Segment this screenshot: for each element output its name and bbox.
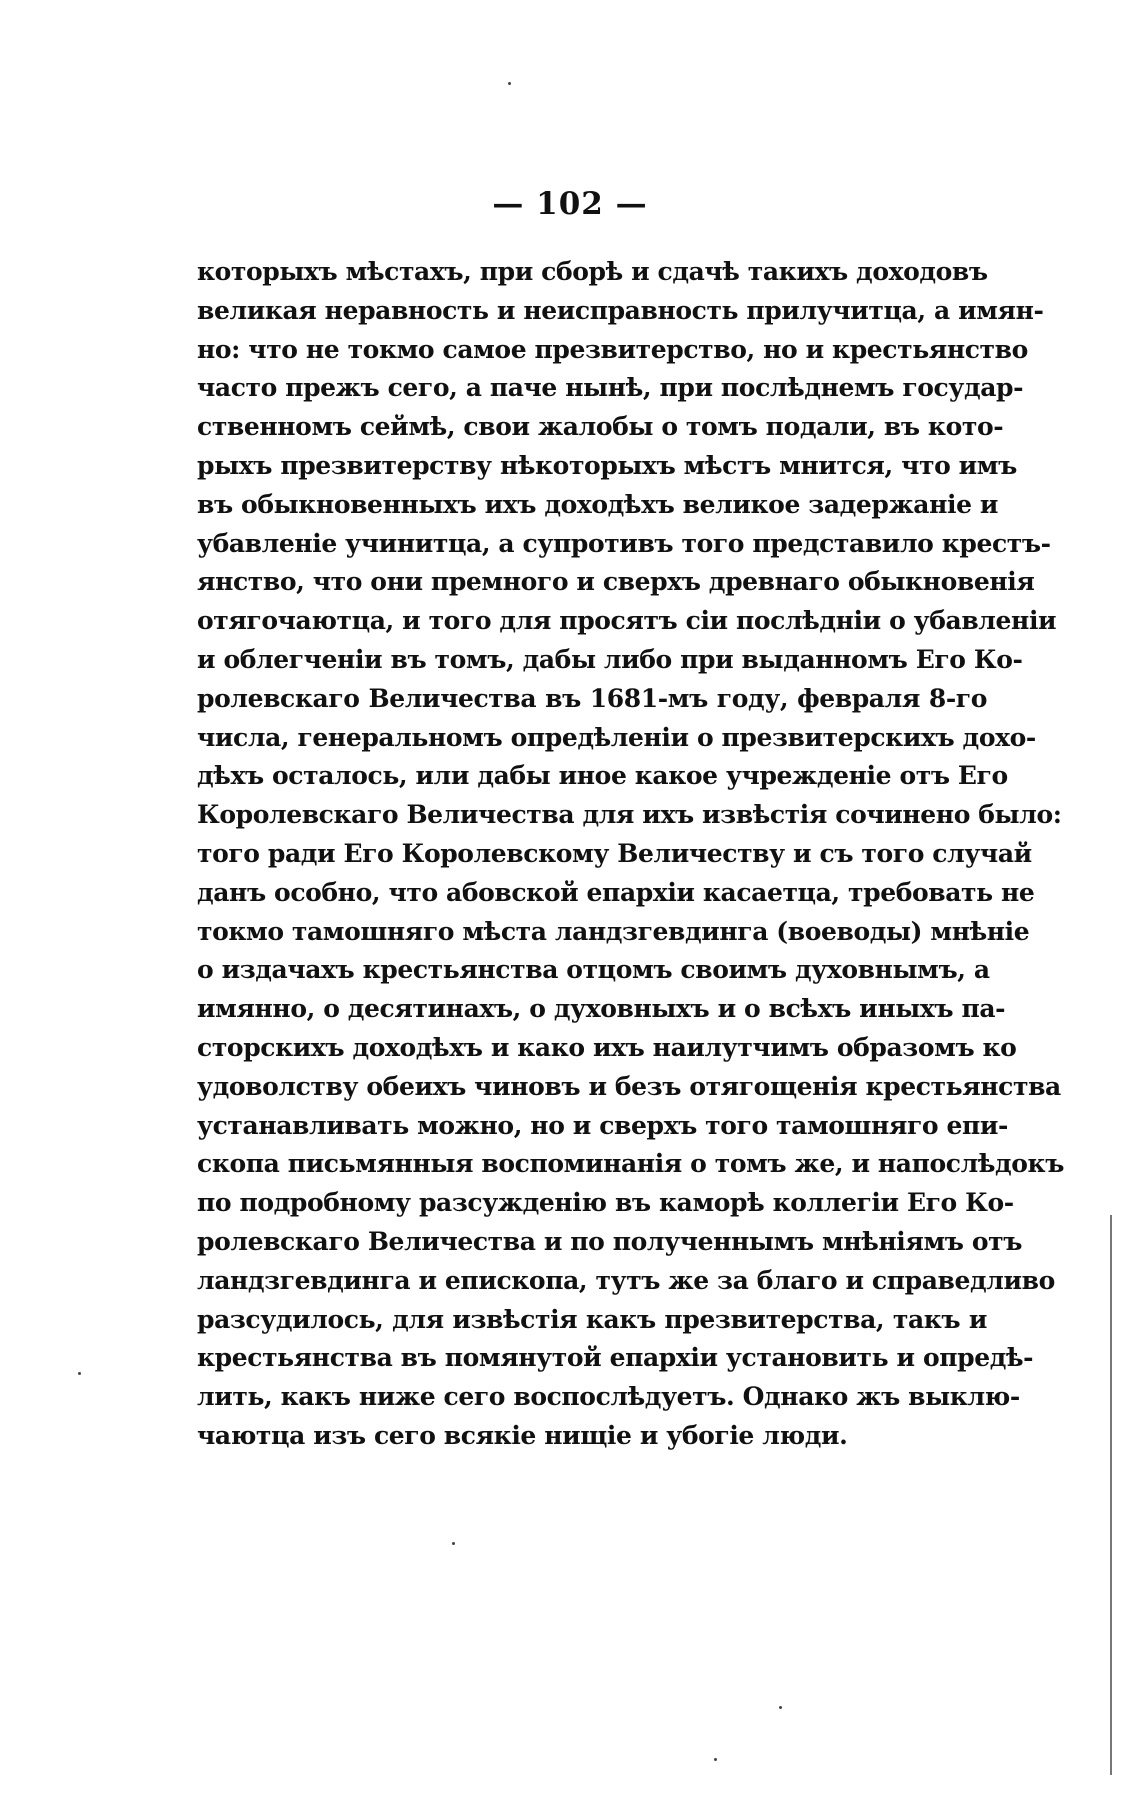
- text-line: чаютца изъ сего всякіе нищіе и убогіе люди.: [197, 1420, 848, 1450]
- text-line: устанавливать можно, но и сверхъ того тамошняго епи-: [197, 1110, 1008, 1140]
- scan-speck: [779, 1706, 782, 1709]
- text-line: крестьянства въ помянутой епархіи установить и опредѣ-: [197, 1343, 1034, 1373]
- text-line: ственномъ сеймѣ, свои жалобы о томъ подали, въ кото-: [197, 412, 1004, 442]
- scan-speck: [714, 1758, 717, 1761]
- scan-edge-line: [1110, 1215, 1112, 1775]
- text-line: дѣхъ осталось, или дабы иное какое учрежденіе отъ Его: [197, 761, 1008, 791]
- text-line: убавленіе учинитца, а супротивъ того представило крестъ-: [197, 528, 1051, 558]
- text-line: великая неравность и неисправность прилучитца, а имян-: [197, 295, 1044, 325]
- text-line: о издачахъ крестьянства отцомъ своимъ духовнымъ, а: [197, 955, 990, 985]
- text-line: лить, какъ ниже сего воспослѣдуетъ. Однако жъ выклю-: [197, 1382, 1020, 1412]
- text-line: часто прежъ сего, а паче нынѣ, при послѣднемъ государ-: [197, 373, 1024, 403]
- text-line: ролевскаго Величества въ 1681-мъ году, февраля 8-го: [197, 683, 987, 713]
- text-line: рыхъ презвитерству нѣкоторыхъ мѣстъ мнится, что имъ: [197, 450, 1017, 480]
- text-line: удоволству обеихъ чиновъ и безъ отягощенія крестьянства: [197, 1071, 1061, 1101]
- text-line: имянно, о десятинахъ, о духовныхъ и о всѣхъ иныхъ па-: [197, 994, 1006, 1024]
- text-line: числа, генеральномъ опредѣленіи о презвитерскихъ дохо-: [197, 722, 1036, 752]
- scan-speck: [78, 1372, 81, 1375]
- text-line: разсудилось, для извѣстія какъ презвитерства, такъ и: [197, 1304, 987, 1334]
- text-line: ландзгевдинга и епископа, тутъ же за благо и справедливо: [197, 1265, 1055, 1295]
- text-line: ролевскаго Величества и по полученнымъ мнѣніямъ отъ: [197, 1226, 1023, 1256]
- text-line: отягочаютца, и того для просятъ сіи послѣдніи о убавленіи: [197, 606, 1057, 636]
- scan-speck: [508, 82, 511, 85]
- text-line: янство, что они премного и сверхъ древнаго обыкновенія: [197, 567, 1035, 597]
- page-number: — 102 —: [492, 186, 648, 222]
- body-text: [197, 253, 1064, 1456]
- text-line: по подробному разсужденію въ каморѣ коллегіи Его Ко-: [197, 1188, 1014, 1218]
- text-line: скопа письмянныя воспоминанія о томъ же, и напослѣдокъ: [197, 1149, 1064, 1179]
- text-line: того ради Его Королевскому Величеству и съ того случай: [197, 838, 1032, 868]
- text-line: данъ особно, что абовской епархіи касаетца, требовать не: [197, 877, 1035, 907]
- text-line: которыхъ мѣстахъ, при сборѣ и сдачѣ такихъ доходовъ: [197, 257, 988, 286]
- scan-speck: [452, 1542, 455, 1545]
- text-line: токмо тамошняго мѣста ландзгевдинга (воеводы) мнѣніе: [197, 916, 1030, 946]
- text-line: но: что не токмо самое презвитерство, но и крестьянство: [197, 334, 1028, 364]
- text-line: сторскихъ доходѣхъ и како ихъ наилутчимъ образомъ ко: [197, 1032, 1017, 1062]
- text-line: въ обыкновенныхъ ихъ доходѣхъ великое задержаніе и: [197, 489, 999, 519]
- text-line: и облегченіи въ томъ, дабы либо при выданномъ Его Ко-: [197, 644, 1023, 674]
- text-line: Королевскаго Величества для ихъ извѣстія сочинено было:: [197, 800, 1062, 830]
